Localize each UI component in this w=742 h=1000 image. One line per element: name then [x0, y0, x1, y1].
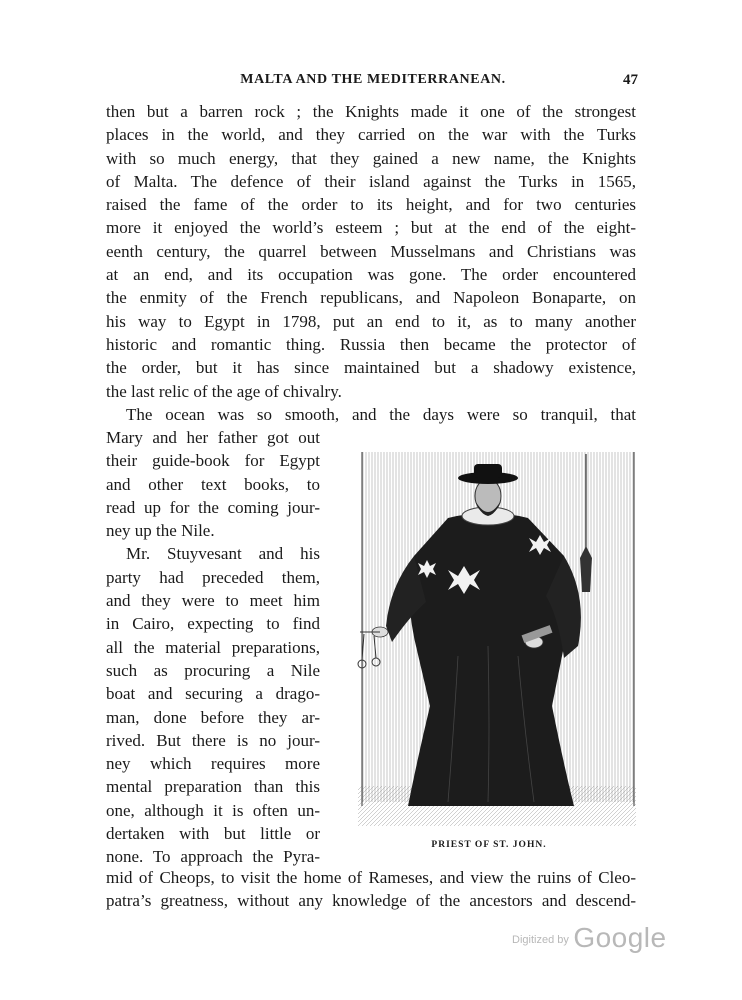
watermark-brand: Google — [573, 922, 667, 953]
text-line: with so much energy, that they gained a new name, the Knights — [106, 148, 636, 168]
text-line: ney up the Nile. — [106, 521, 215, 541]
text-line: then but a barren rock ; the Knights made it one of the strongest — [106, 102, 636, 121]
robe-shape — [408, 513, 574, 806]
text-line: in Cairo, expecting to find — [106, 614, 320, 634]
text-line: mental preparation than this — [106, 777, 320, 797]
text-line: dertaken with but little or — [106, 824, 320, 844]
paragraph-continuation — [106, 866, 636, 913]
column-text-beside-figure — [106, 426, 320, 869]
text-line: historic and romantic thing. Russia then became the protector of — [106, 334, 636, 354]
paragraph-ocean-opening — [106, 403, 636, 426]
page-number: 47 — [623, 72, 638, 88]
text-line: the order, but it has since maintained but a shadowy existence, — [106, 358, 636, 378]
text-line: such as procuring a Nile — [106, 660, 320, 680]
watermark-prefix: Digitized by — [512, 934, 569, 946]
digitized-watermark — [512, 922, 667, 954]
text-line: and they were to meet him — [106, 591, 320, 611]
text-line: The ocean was so smooth, and the days were so tranquil, that — [126, 405, 636, 424]
text-line: read up for the coming jour- — [106, 497, 320, 517]
text-line: eenth century, the quarrel between Musselmans and Christians was — [106, 241, 636, 261]
text-line: rived. But there is no jour- — [106, 730, 320, 750]
text-line: all the material preparations, — [106, 637, 320, 657]
page-header — [108, 72, 638, 92]
text-line: their guide-book for Egypt — [106, 451, 320, 471]
paragraph-knights-of-malta — [106, 100, 636, 403]
engraving-priest-figure — [338, 446, 640, 836]
text-line: raised the fame of the order to its height, and for two centuries — [106, 195, 636, 215]
text-line: none. To approach the Pyra- — [106, 847, 320, 867]
text-line: and other text books, to — [106, 474, 320, 494]
text-line: patra’s greatness, without any knowledge of the ancestors and descend- — [106, 891, 636, 911]
figure-caption: PRIEST OF ST. JOHN. — [431, 840, 547, 850]
text-line: places in the world, and they carried on the war with the Turks — [106, 125, 636, 145]
running-title: MALTA AND THE MEDITERRANEAN. — [240, 72, 506, 87]
text-line: mid of Cheops, to visit the home of Rameses, and view the ruins of Cleo- — [106, 868, 636, 887]
text-line: one, although it is often un- — [106, 800, 320, 820]
text-line: the enmity of the French republicans, and Napoleon Bonaparte, on — [106, 288, 636, 308]
text-line: the last relic of the age of chivalry. — [106, 381, 342, 401]
text-line: his way to Egypt in 1798, put an end to it, as to many another — [106, 311, 636, 331]
text-line: of Malta. The defence of their island against the Turks in 1565, — [106, 171, 636, 191]
text-line: ney which requires more — [106, 754, 320, 774]
text-line: boat and securing a drago- — [106, 684, 320, 704]
text-line: man, done before they ar- — [106, 707, 320, 727]
engraving-illustration — [338, 446, 640, 836]
text-line: more it enjoyed the world’s esteem ; but at the end of the eight- — [106, 218, 636, 238]
text-line: party had preceded them, — [106, 567, 320, 587]
text-line: Mary and her father got out — [106, 428, 320, 447]
text-line: at an end, and its occupation was gone. The order encountered — [106, 265, 636, 285]
text-line: Mr. Stuyvesant and his — [126, 544, 320, 564]
